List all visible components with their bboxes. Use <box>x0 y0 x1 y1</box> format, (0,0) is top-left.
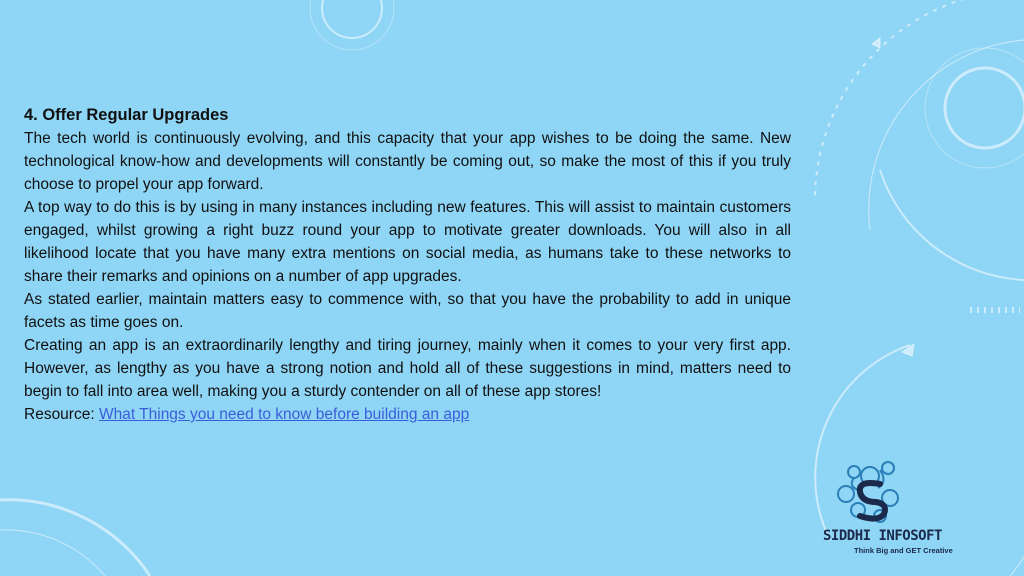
right-arc-decoration <box>815 0 1024 200</box>
lower-left-arc-decoration <box>0 500 150 576</box>
right-circle-decoration <box>945 68 1024 148</box>
resource-line <box>24 403 791 426</box>
right-arc-inner-decoration <box>869 40 1024 230</box>
top-circle-outer-decoration <box>310 0 394 50</box>
lower-left-arc-2-decoration <box>0 530 105 576</box>
logo-tagline: Think Big and GET Creative <box>854 546 953 555</box>
lower-right-arc-2-decoration <box>1010 400 1024 576</box>
article-section <box>24 104 791 426</box>
paragraph-4: Creating an app is an extraordinarily lengthy and tiring journey, mainly when it comes to your very first app. However, as lengthy as you have a strong notion and hold all of these suggestions in mind, matters need to begin to fall into area well, making you a sturdy contender on all of these app stores! <box>24 337 791 400</box>
resource-link[interactable]: What Things you need to know before building an app <box>98 406 470 423</box>
paragraph-2: A top way to do this is by using in many instances including new features. This will assist to maintain customers engaged, whilst growing a right buzz round your app to motivate greater downloads. You will also in all likelihood locate that you have many extra mentions on social media, as humans take to these networks to share their remarks and opinions on a number of app upgrades. <box>24 199 791 285</box>
resource-label: Resource: <box>24 406 99 423</box>
logo-emblem-icon <box>818 458 958 528</box>
paragraph-1: The tech world is continuously evolving, and this capacity that your app wishes to be doing the same. New technological know-how and developments will constantly be coming out, so make the most of this if you truly choose to propel your app forward. <box>24 130 791 193</box>
arrow-mid-decoration <box>902 344 914 356</box>
right-arc-mid-decoration <box>880 170 1024 280</box>
right-circle-outer-decoration <box>925 48 1024 168</box>
company-logo <box>818 458 958 562</box>
section-heading: 4. Offer Regular Upgrades <box>24 106 229 124</box>
top-circle-decoration <box>322 0 382 38</box>
arrow-top-decoration <box>872 38 880 48</box>
logo-name: SIDDHI INFOSOFT <box>823 528 942 544</box>
paragraph-3: As stated earlier, maintain matters easy to commence with, so that you have the probability to add in unique facets as time goes on. <box>24 291 791 331</box>
